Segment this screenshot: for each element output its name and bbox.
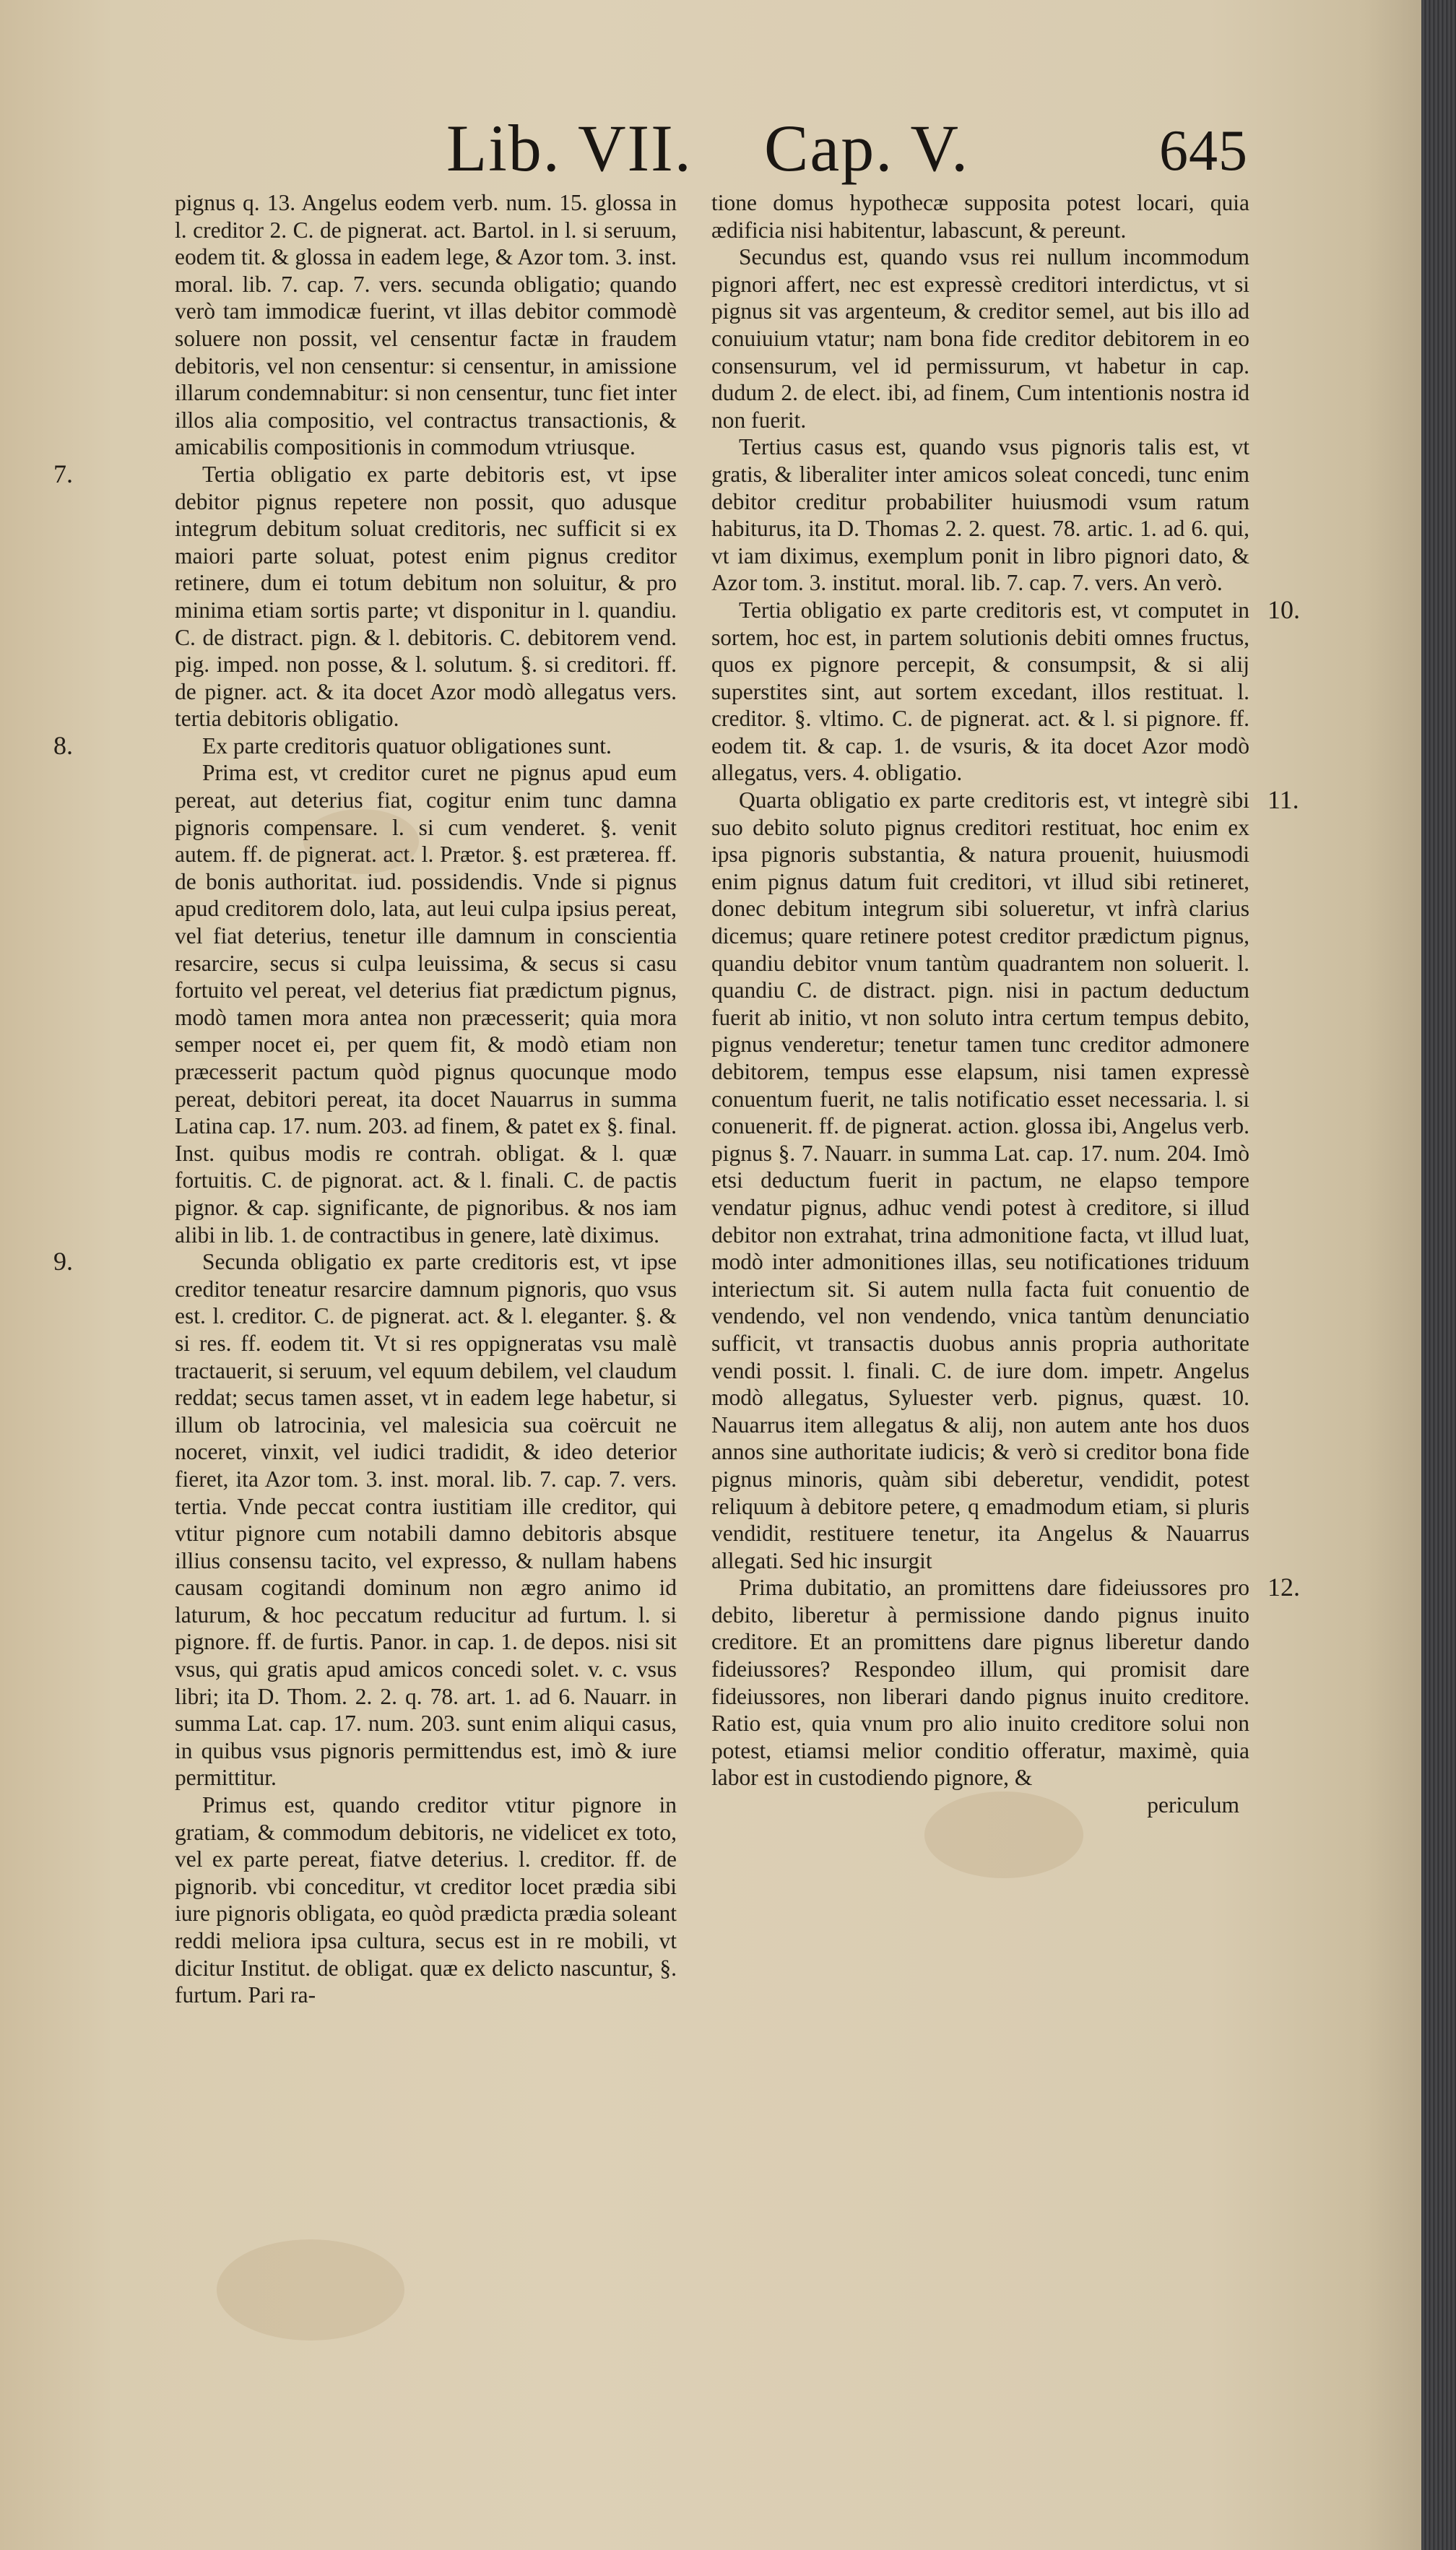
paragraph: Ex parte creditoris quatuor obligationes sunt. — [202, 732, 612, 758]
paragraph: Secunda obligatio ex parte creditoris est, vt ipse creditor teneatur resarcire damnum pignoris, quo vsus est. l. creditor. C. de pignerat. act. & l. eleganter. §. & si res. ff. eodem tit. Vt si res oppigneratas vsu malè tractauerit, si seruum, vel equum debilem, vel claudum reddat; secus tamen asset, vt in eadem lege habetur, si illum ob latrocinia, vel malesicia sua coërcuit ne noceret, vinxit, vel iudici tradidit, & ideo deterior fieret, ita Azor tom. 3. inst. moral. lib. 7. cap. 7. vers. tertia. Vnde peccat contra iustitiam ille creditor, qui vtitur pignore cum notabili damno debitoris absque illius consensu tacito, vel expresso, & nullam habens causam cogitandi dominum non ægro animo id laturum, & hoc peccatum reducitur ad furtum. l. si pignore. ff. de furtis. Panor. in cap. 1. de depos. nisi sit vsus, qui gratis apud amicos concedi solet. v. c. vsus libri; ita D. Thom. 2. 2. q. 78. art. 1. ad 6. Nauarr. in summa Lat. cap. 17. num. 203. sunt enim aliqui casus, in quibus vsus pignoris permittendus est, imò & iure permittitur. — [175, 1249, 677, 1791]
paragraph: Prima est, vt creditor curet ne pignus apud eum pereat, aut deterius fiat, cogitur enim tunc damna pignoris compensare. l. si cum venderet. §. venit autem. ff. de pignerat. act. l. Prætor. §. est præterea. ff. de bonis authoritat. iud. possidendis. Vnde si pignus apud creditorem dolo, lata, aut leui culpa ipsius pereat, vel fiat deterius, tenetur ille damnum in conscientia resarcire, secus si culpa leuissima, & secus si casu fortuito vel pereat, vel deterius fiat prædictum pignus, modò tamen mora antea non præcesserit; quia mora semper nocet ei, per quem fit, & modò etiam non præcesserit pactum quòd pignus quocunque modo pereat, debitori pereat, ita docet Nauarrus in summa Latina cap. 17. num. 203. ad finem, & patet ex §. final. Inst. quibus modis re contrah. obligat. & l. quæ fortuitis. C. de pignorat. act. & l. finali. C. de pactis pignor. & cap. significante, de pignoribus. & nos iam alibi in lib. 1. de contractibus in genere, latè diximus. — [175, 760, 677, 1248]
paper-stain — [217, 2239, 404, 2341]
catchword: periculum — [1147, 1792, 1239, 1818]
paragraph: Prima dubitatio, an promittens dare fideiussores pro debito, liberetur à permissione dando pignus inuito creditore. Et an promittens dare pignus liberetur dando fideiussores? Respondeo illum, qui promisit dare fideiussores, non liberari dando pignus inuito creditore. Ratio est, quia vnum pro alio inuito creditore solui non potest, etiamsi melior conditio offeratur, maximè, quia labor est in custodiendo pignore, & — [711, 1575, 1249, 1791]
page-number: 645 — [1159, 119, 1248, 183]
margin-paragraph-number: 7. — [53, 459, 73, 488]
paragraph: Primus est, quando creditor vtitur pignore in gratiam, & commodum debitoris, ne videlicet ex toto, vel ex parte pereat, fiatve deterius. l. creditor. ff. de pignorib. vbi conceditur, vt creditor locet prædia sibi iure pignoris obligata, eo quòd prædicta prædia soleant reddi meliora ipsa cultura, secus est in re mobili, vt dicitur Institut. de obligat. quæ ex delicto nascuntur, §. furtum. Pari ra- — [175, 1792, 677, 2008]
margin-paragraph-number: 11. — [1268, 785, 1299, 814]
right-text-column — [711, 189, 1300, 1819]
paragraph: Tertia obligatio ex parte creditoris est, vt computet in sortem, hoc est, in partem solutionis debiti omnes fructus, quos ex pignore percepit, & consumpsit, & si alij superstites sint, aut sortem excedant, illos restituat. l. creditor. §. vltimo. C. de pignerat. act. & l. si pignore. ff. eodem tit. & cap. 1. de vsuris, & ita docet Azor modò allegatus, vers. 4. obligatio. — [711, 597, 1249, 786]
paragraph: Secundus est, quando vsus rei nullum incommodum pignori affert, nec est expressè creditori interdictus, vt si pignus sit vas argenteum, & creditor semel, aut bis illo ad conuiuium vtatur; nam bona fide creditor debitorem in eo consensurum, vel id permissurum, vt habetur in cap. dudum 2. de elect. ibi, ad finem, Cum intentionis nostra id non fuerit. — [711, 244, 1249, 433]
margin-paragraph-number: 12. — [1268, 1573, 1300, 1602]
paragraph: pignus q. 13. Angelus eodem verb. num. 15. glossa in l. creditor 2. C. de pignerat. act. Bartol. in l. si seruum, eodem tit. & glossa in eadem lege, & Azor tom. 3. inst. moral. lib. 7. cap. 7. vers. secunda obligatio; quando verò tam immodicæ fuerint, vt illas debitor commodè soluere non possit, vel censentur factæ in fraudem debitoris, vel non censentur: si censentur, in amissione illarum condemnabitur: si non censentur, tunc fiet inter illos alia compositio, vel contractus transactionis, & amicabilis compositionis in commodum vtriusque. — [175, 190, 677, 460]
paragraph: Tertius casus est, quando vsus pignoris talis est, vt gratis, & liberaliter inter amicos soleat concedi, tunc enim debitor creditur probabiliter huiusmodi vsum ratum habiturus, ita D. Thomas 2. 2. quest. 78. artic. 1. ad 6. qui, vt iam diximus, exemplum ponit in libro pignori dato, & Azor tom. 3. institut. moral. lib. 7. cap. 7. vers. An verò. — [711, 434, 1249, 596]
paragraph: Quarta obligatio ex parte creditoris est, vt integrè sibi suo debito soluto pignus creditori restituat, hoc enim ex ipsa pignoris substantia, & natura prouenit, huiusmodi enim pignus datum fuit creditori, vt illud sibi retineret, donec debitum integrum sibi solueretur, vt infrà clarius dicemus; quare retinere potest creditor prædictum pignus, quandiu debitor vnum tantùm quadrantem non soluerit. l. quandiu C. de distract. pign. nisi in pactum deductum fuerit ab initio, vt non soluto intra certum tempus debito, pignus venderetur; tenetur tamen tunc creditor admonere debitorem, tempus esse elapsum, nisi tamen expressè conuentum fuerit, ne talis notificatio esset necessaria. l. si conuenerit. ff. de pignerat. action. glossa ibi, Angelus verb. pignus §. 7. Nauarr. in summa Lat. cap. 17. num. 204. Imò etsi deductum fuerit in pactum, ne elapso tempore vendatur pignus, adhuc vendi potest à creditore, si illud debitor non extrahat, trina admonitione facta, vt illud luat, modò inter admonitiones illas, seu notificationes triduum interiectum sit. Si autem nulla facta fuit conuentio de vendendo, vel non vendendo, vnica tantùm denunciatio sufficit, vt transactis duobus annis propria authoritate vendi possit. l. finali. C. de iure dom. impetr. Angelus modò allegatus, Syluester verb. pignus, quæst. 10. Nauarrus item allegatus & alij, non autem ante hos duos annos sine authoritate iudicis; & verò si creditor bona fide pignus minoris, quàm sibi deberetur, vendidit, potest reliquum à debitore petere, q emadmodum etiam, si pluris vendidit, restituere tenetur, ita Angelus & Nauarrus allegati. Sed hic insurgit — [711, 787, 1249, 1573]
margin-paragraph-number: 10. — [1268, 595, 1300, 624]
margin-paragraph-number: 9. — [53, 1247, 73, 1276]
paragraph: Tertia obligatio ex parte debitoris est, vt ipse debitor pignus repetere non possit, quo adusque integrum debitum soluat creditoris, nec sufficit si ex maiori parte soluat, potest enim pignus creditor retinere, dum ei totum debitum non soluitur, & pro minima etiam sortis parte; vt disponitur in l. quandiu. C. de distract. pign. & l. debitoris. C. debitorem vend. pig. imped. non posse, & l. solutum. §. si creditori. ff. de pigner. act. & ita docet Azor modò allegatus vers. tertia debitoris obligatio. — [175, 461, 677, 732]
page-edge — [1421, 0, 1456, 2550]
running-head-book: Lib. VII. — [446, 111, 693, 185]
running-head-chapter: Cap. V. — [764, 111, 970, 185]
page-header — [0, 108, 1421, 188]
paragraph: tione domus hypothecæ supposita potest locari, quia ædificia nisi habitentur, labascunt, & pereunt. — [711, 190, 1249, 243]
left-text-column — [53, 189, 677, 2009]
margin-paragraph-number: 8. — [53, 731, 73, 760]
